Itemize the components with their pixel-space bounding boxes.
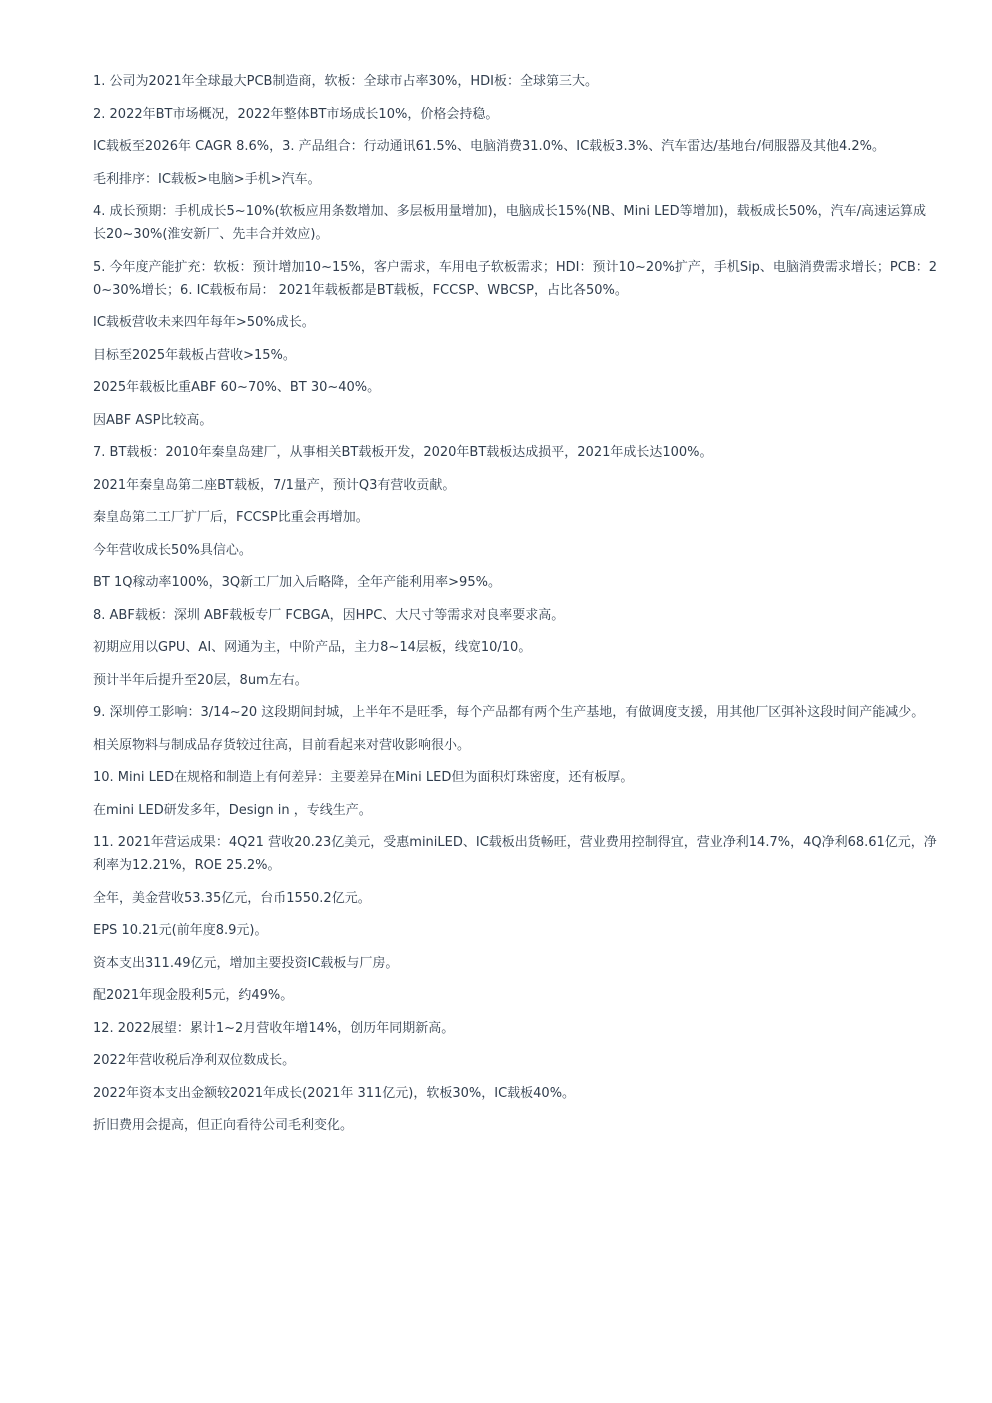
paragraph: 8. ABF载板：深圳 ABF载板专厂 FCBGA，因HPC、大尺寸等需求对良率要求高。 (93, 607, 565, 623)
paragraph: 配2021年现金股利5元，约49%。 (93, 988, 294, 1003)
paragraph: 相关原物料与制成品存货较过往高，目前看起来对营收影响很小。 (93, 737, 471, 753)
paragraph: 折旧费用会提高，但正向看待公司毛利变化。 (93, 1118, 354, 1133)
paragraph: 今年营收成长50%具信心。 (93, 542, 252, 558)
paragraph: 2. 2022年BT市场概况，2022年整体BT市场成长10%，价格会持稳。 (93, 106, 499, 122)
paragraph: 4. 成长预期：手机成长5~10%(软板应用条数增加、多层板用量增加)，电脑成长15%(NB、Mini LED等增加)，载板成长50%，汽车/高速运算成长20~30%(淮安新厂、先丰合并效应)。 (93, 204, 926, 242)
paragraph: 2022年营收税后净利双位数成长。 (93, 1053, 296, 1068)
paragraph: 11. 2021年营运成果：4Q21 营收20.23亿美元，受惠miniLED、IC载板出货畅旺，营业费用控制得宜，营业净利14.7%，4Q净利68.61亿元，净利率为12.21%，ROE 25.2%。 (93, 835, 937, 873)
paragraph: 在mini LED研发多年，Design in ，专线生产。 (93, 802, 372, 818)
paragraph: 目标至2025年载板占营收>15%。 (93, 347, 296, 363)
paragraph: EPS 10.21元(前年度8.9元)。 (93, 923, 268, 938)
paragraph: 5. 今年度产能扩充：软板：预计增加10~15%，客户需求，车用电子软板需求；HDI：预计10~20%扩产，手机Sip、电脑消费需求增长；PCB：20~30%增长；6. IC载板布局： 2021年载板都是BT载板，FCCSP、WBCSP，占比各50%。 (93, 259, 938, 298)
paragraph: BT 1Q稼动率100%，3Q新工厂加入后略降，全年产能利用率>95%。 (93, 575, 501, 590)
paragraph: 初期应用以GPU、AI、网通为主，中阶产品，主力8~14层板，线宽10/10。 (93, 640, 532, 655)
paragraph: 9. 深圳停工影响：3/14~20 这段期间封城，上半年不是旺季，每个产品都有两个生产基地，有做调度支援，用其他厂区弭补这段时间产能减少。 (93, 705, 925, 720)
paragraph: 全年，美金营收53.35亿元，台币1550.2亿元。 (93, 890, 371, 906)
paragraph: 2025年载板比重ABF 60~70%、BT 30~40%。 (93, 380, 381, 395)
paragraph: 7. BT载板：2010年秦皇岛建厂，从事相关BT载板开发，2020年BT载板达成损平，2021年成长达100%。 (93, 445, 713, 460)
paragraph: 秦皇岛第二工厂扩厂后，FCCSP比重会再增加。 (93, 510, 369, 525)
paragraph: 2021年秦皇岛第二座BT载板，7/1量产，预计Q3有营收贡献。 (93, 477, 456, 493)
paragraph: 12. 2022展望：累计1~2月营收年增14%，创历年同期新高。 (93, 1020, 455, 1036)
paragraph: 10. Mini LED在规格和制造上有何差异：主要差异在Mini LED但为面积灯珠密度，还有板厚。 (93, 770, 634, 785)
paragraph: 因ABF ASP比较高。 (93, 412, 213, 428)
paragraph: IC载板营收未来四年每年>50%成长。 (93, 315, 315, 330)
paragraph: 毛利排序：IC载板>电脑>手机>汽车。 (93, 171, 321, 187)
paragraph: 1. 公司为2021年全球最大PCB制造商，软板：全球市占率30%，HDI板：全球第三大。 (93, 74, 598, 89)
paragraph: 预计半年后提升至20层，8um左右。 (93, 672, 308, 688)
paragraph: IC载板至2026年 CAGR 8.6%，3. 产品组合：行动通讯61.5%、电脑消费31.0%、IC载板3.3%、汽车雷达/基地台/伺服器及其他4.2%。 (93, 139, 885, 154)
paragraph: 2022年资本支出金额较2021年成长(2021年 311亿元)，软板30%，IC载板40%。 (93, 1085, 576, 1101)
paragraph: 资本支出311.49亿元，增加主要投资IC载板与厂房。 (93, 955, 399, 971)
document-body (93, 70, 938, 1147)
